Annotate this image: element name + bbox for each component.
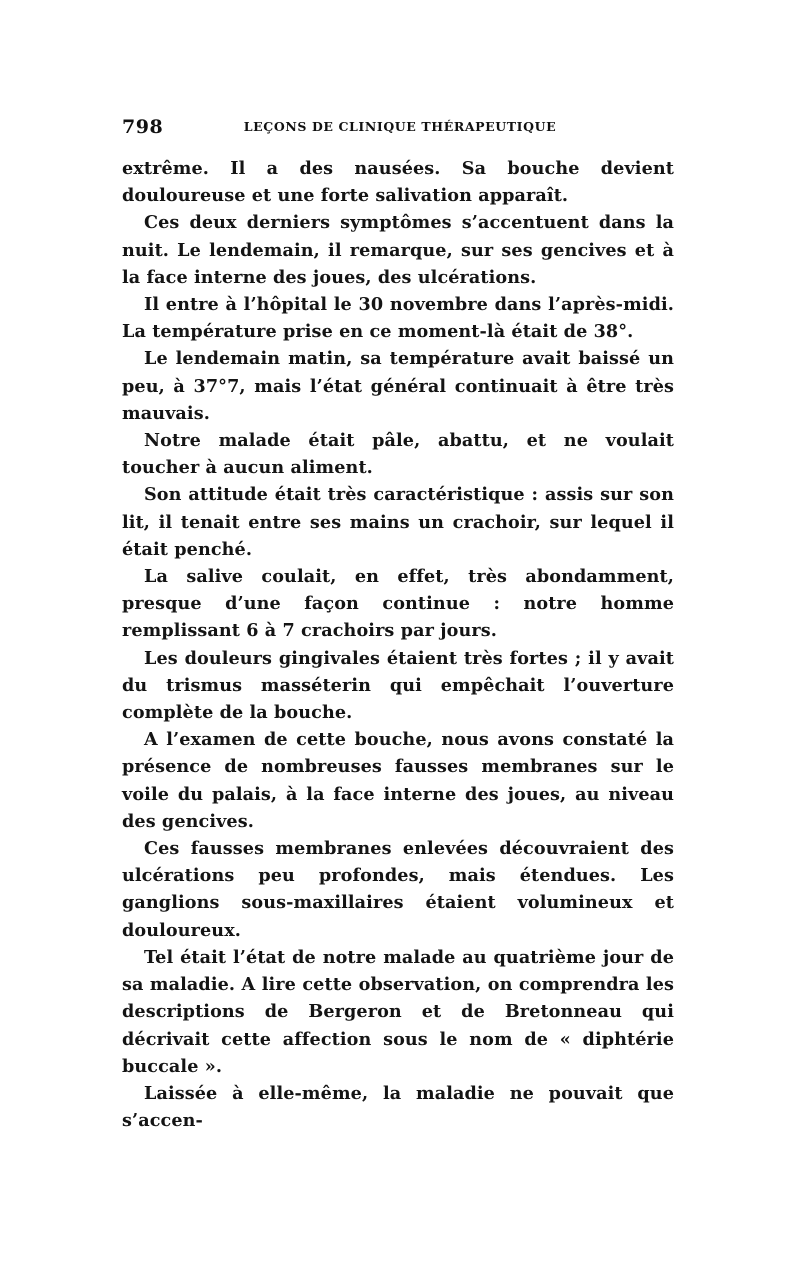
- page-number: 798: [122, 116, 164, 138]
- paragraph: Son attitude était très caractéristique : assis sur son lit, il tenait entre ses mains un crachoir, sur lequel il était penché.: [122, 484, 674, 560]
- paragraph: Ces deux derniers symptômes s’accentuent dans la nuit. Le lendemain, il remarque, sur ses gencives et à la face interne des joues, des ulcérations.: [122, 212, 674, 288]
- paragraph: Tel était l’état de notre malade au quatrième jour de sa maladie. A lire cette observation, on comprendra les descriptions de Bergeron et de Bretonneau qui décrivait cette affection sous le nom de « diphtérie buccale ».: [122, 946, 674, 1077]
- running-head: [122, 114, 674, 140]
- paragraph: Il entre à l’hôpital le 30 novembre dans l’après-midi. La température prise en ce moment-là était de 38°.: [122, 294, 674, 343]
- paragraph: Notre malade était pâle, abattu, et ne voulait toucher à aucun aliment.: [122, 430, 674, 479]
- running-title: LEÇONS DE CLINIQUE THÉRAPEUTIQUE: [243, 119, 557, 134]
- paragraph: Ces fausses membranes enlevées découvraient des ulcérations peu profondes, mais étendues. Les ganglions sous-maxillaires étaient volumineux et douloureux.: [122, 838, 674, 941]
- paragraph: Les douleurs gingivales étaient très fortes ; il y avait du trismus masséterin qui empêchait l’ouverture complète de la bouche.: [122, 647, 674, 724]
- paragraph-last-line: Laissée à elle-même, la maladie ne pouvait que s’accen-: [122, 1082, 674, 1132]
- paragraph: La salive coulait, en effet, très abondamment, presque d’une façon continue : notre homme remplissant 6 à 7 crachoirs par jours.: [122, 566, 674, 642]
- paragraph: A l’examen de cette bouche, nous avons constaté la présence de nombreuses fausses membranes sur le voile du palais, à la face interne des joues, au niveau des gencives.: [122, 729, 674, 832]
- paragraph: Le lendemain matin, sa température avait baissé un peu, à 37°7, mais l’état général continuait à être très mauvais.: [122, 348, 674, 424]
- body-text: [122, 155, 674, 1134]
- paragraph-continuation: extrême. Il a des nausées. Sa bouche devient douloureuse et une forte salivation apparaît.: [122, 158, 674, 207]
